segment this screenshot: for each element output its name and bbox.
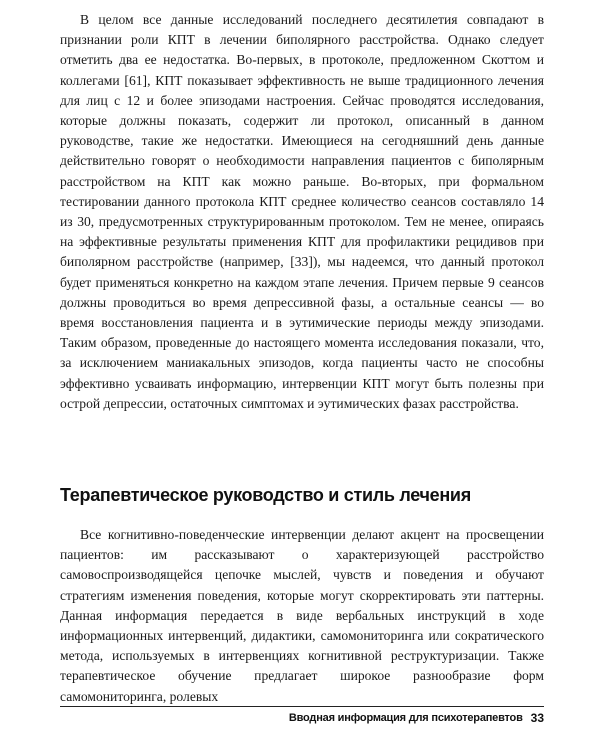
section-heading: Терапевтическое руководство и стиль лечения — [60, 485, 471, 505]
paragraph-text: Все когнитивно-поведенческие интервенции делают акцент на просвещении пациентов: им рассказывают о характеризующей расстройство самовоспроизводящейся цепочке мыслей, чувств и поведения и обучают стратегиям изменения поведения, которые могут скорректировать эти паттерны. Данная информация передается в виде вербальных инструкций в ходе информационных интервенций, дидактики, самомониторинга или сократического метода, используемых в интервенциях когнитивной реструктуризации. Также терапевтическое обучение предлагает широкое разнообразие форм самомониторинга, ролевых — [60, 527, 544, 704]
footer-rule — [60, 706, 544, 707]
running-title: Вводная информация для психотерапевтов — [288, 712, 523, 724]
body-paragraph-1 — [60, 10, 544, 414]
page-number: 33 — [530, 711, 544, 725]
paragraph-text: В целом все данные исследований последнего десятилетия совпадают в признании роли КПТ в лечении биполярного расстройства. Однако следует отметить два ее недостатка. Во-первых, в протоколе, предложенном Скоттом и коллегами [61], КПТ показывает эффективность не выше традиционного лечения для лиц с 12 и более эпизодами настроения. Сейчас проводятся исследования, которые должны показать, содержит ли протокол, описанный в данном руководстве, такие же недостатки. Имеющиеся на сегодняшний день данные действительно говорят о необходимости направления пациентов с биполярным расстройством на КПТ как можно раньше. Во-вторых, при формальном тестировании данного протокола КПТ среднее количество сеансов составляло 14 из 30, предусмотренных структурированным протоколом. Тем не менее, опираясь на эффективные результаты применения КПТ для профилактики рецидивов при биполярном расстройстве (например, [33]), мы надеемся, что данный протокол будет применяться конкретно на каждом этапе лечения. Причем первые 9 сеансов должны проводиться во время депрессивной фазы, а остальные сеансы — во время восстановления пациента и в эутимические периоды между эпизодами. Таким образом, проведенные до настоящего момента исследования показали, что, за исключением маниакальных эпизодов, когда пациенты часто не способны эффективно усваивать информацию, интервенции КПТ могут быть полезны при острой депрессии, остаточных симптомах и эутимических фазах расстройства. — [60, 12, 544, 411]
body-paragraph-2 — [60, 525, 544, 707]
page-footer — [60, 709, 544, 727]
